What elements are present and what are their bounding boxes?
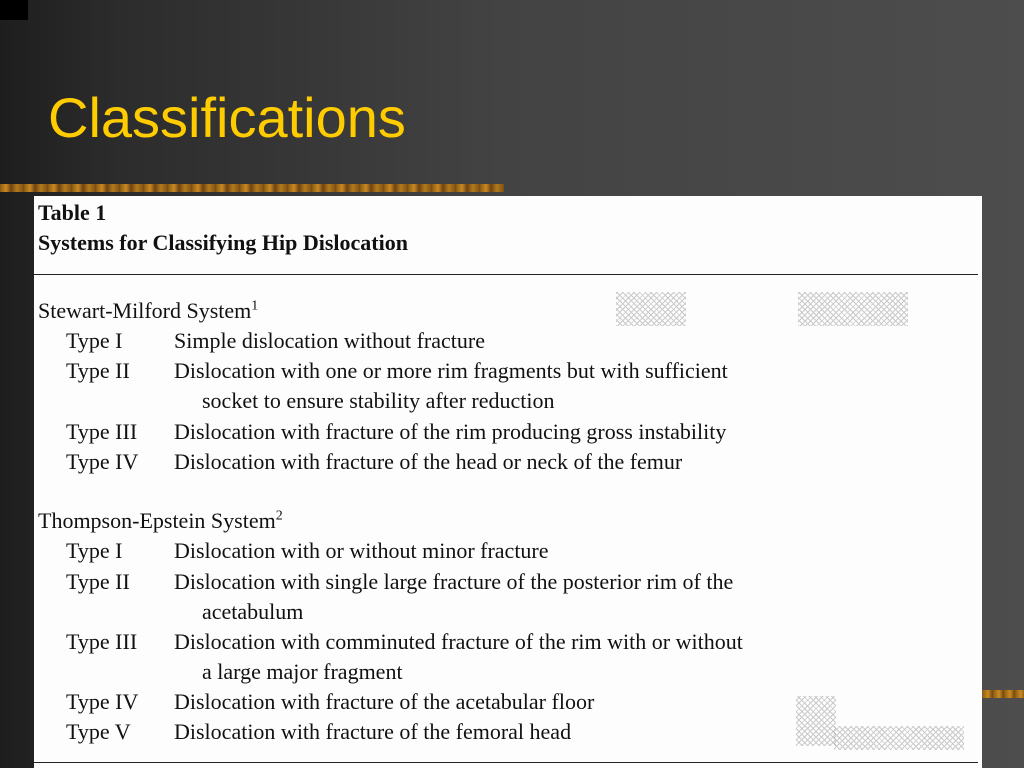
scan-noise bbox=[616, 292, 686, 326]
table-row: Type I Dislocation with or without minor fracture bbox=[66, 538, 549, 563]
slide-title: Classifications bbox=[48, 86, 406, 149]
table-row: Type IV Dislocation with fracture of the acetabular floor bbox=[66, 689, 595, 714]
table-label: Table 1 bbox=[38, 200, 107, 225]
table-caption: Systems for Classifying Hip Dislocation bbox=[38, 230, 408, 255]
table-bottom-rule bbox=[34, 762, 978, 763]
table-row: Type II Dislocation with single large fracture of the posterior rim of the bbox=[66, 569, 734, 594]
table-row: Type IV Dislocation with fracture of the head or neck of the femur bbox=[66, 449, 683, 474]
table-top-rule bbox=[34, 274, 978, 275]
table-row: Type I Simple dislocation without fracture bbox=[66, 328, 485, 353]
table-row-continuation: a large major fragment bbox=[202, 659, 403, 684]
table-row: Type III Dislocation with comminuted fracture of the rim with or without bbox=[66, 629, 743, 654]
table-row: Type II Dislocation with one or more rim fragments but with sufficient bbox=[66, 358, 728, 383]
title-underline-rule bbox=[0, 184, 504, 192]
table-row-continuation: socket to ensure stability after reduction bbox=[202, 388, 555, 413]
table-row: Type III Dislocation with fracture of the rim producing gross instability bbox=[66, 419, 727, 444]
table-row: Type V Dislocation with fracture of the femoral head bbox=[66, 719, 572, 744]
system-title-thompson-epstein: Thompson-Epstein System$^2$ bbox=[38, 508, 283, 533]
scanned-table-image bbox=[34, 196, 982, 768]
corner-mark bbox=[0, 0, 28, 20]
side-accent-rule bbox=[982, 690, 1024, 698]
scan-noise bbox=[796, 696, 836, 746]
scan-noise bbox=[798, 292, 908, 326]
scan-noise bbox=[834, 726, 964, 750]
system-title-stewart-milford: Stewart-Milford System$^1$ bbox=[38, 298, 259, 323]
table-row-continuation: acetabulum bbox=[202, 599, 304, 624]
